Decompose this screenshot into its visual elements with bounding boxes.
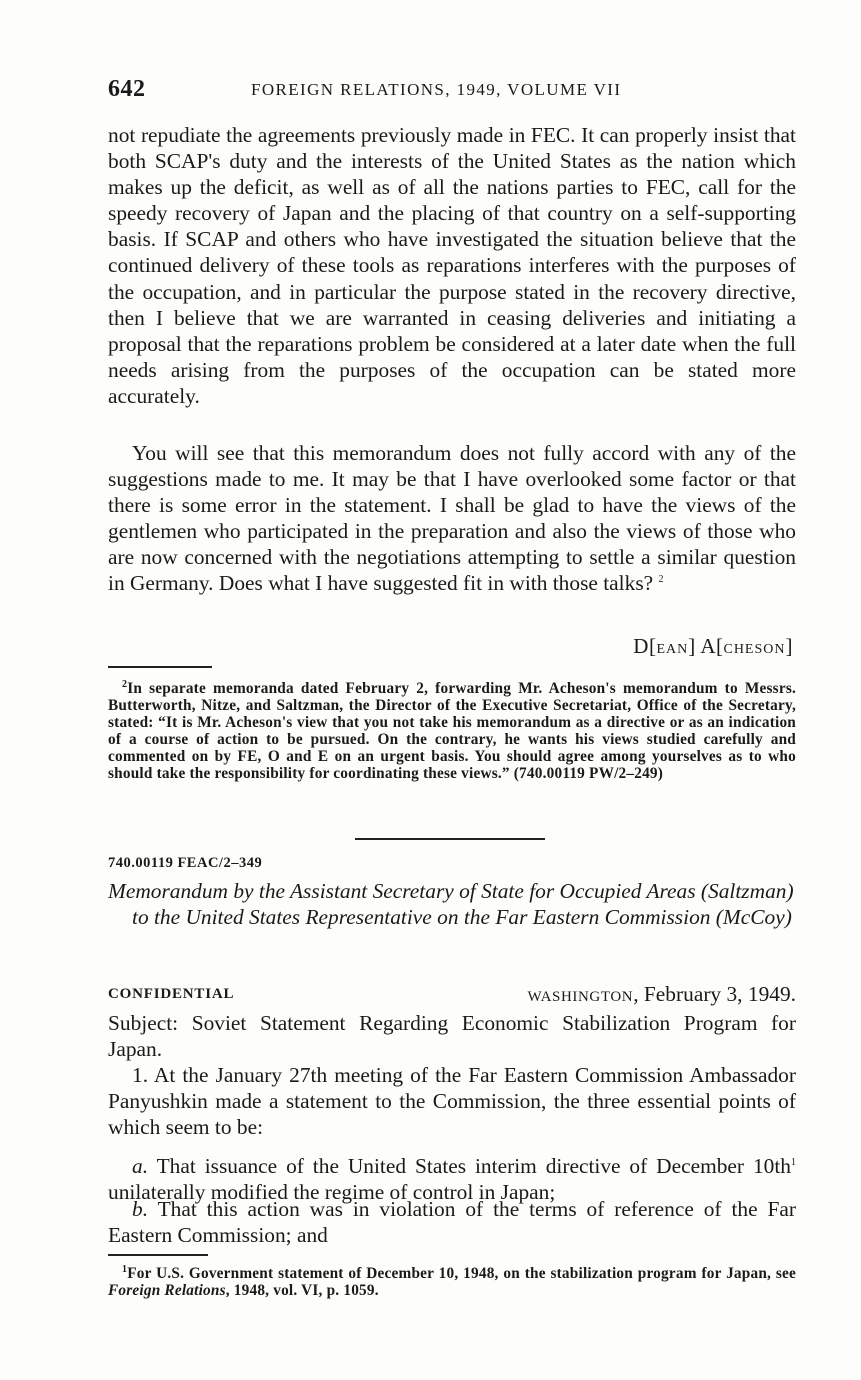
- classification: CONFIDENTIAL: [108, 986, 235, 1002]
- footnote-ref: 2: [658, 574, 664, 586]
- footnote-2: [108, 680, 796, 783]
- footnote-ref: 1: [791, 1156, 796, 1168]
- dateline: WASHINGTON, February 3, 1949.: [527, 982, 796, 1006]
- list-item-b: b. That this action was in violation of the terms of reference of the Far Eastern Commission; and: [108, 1197, 796, 1248]
- footnote-rule: [108, 666, 212, 668]
- footnote-1: $^1$For U.S. Government statement of December 10, 1948, on the stabilization program for Japan, see Foreign Relations, 1948, vol. VI, p. 1059.: [108, 1263, 796, 1300]
- subject-line: [108, 1010, 796, 1062]
- body-paragraph-1: [108, 122, 796, 409]
- footnote-rule: [108, 1254, 208, 1256]
- body-paragraph-2: [108, 440, 796, 597]
- running-head: FOREIGN RELATIONS, 1949, VOLUME VII: [251, 80, 622, 99]
- section-separator: [355, 838, 545, 840]
- classification-dateline: [108, 982, 796, 1010]
- list-item-a: a. That issuance of the United States interim directive of December $10th^1$ unilaterally modified the regime of control in Japan;: [108, 1154, 796, 1205]
- subject-label: Subject:: [108, 1011, 179, 1035]
- signature: D[EAN] A[CHESON]: [633, 634, 793, 658]
- footnote-marker: 2: [122, 678, 128, 690]
- footnote-text: In separate memoranda dated February 2, forwarding Mr. Acheson's memorandum to Messrs. Butterworth, Nitze, and Saltzman, the Director of the Executive Secretariat, Office of the Secretary, stated: “It is Mr. Acheson's view that you not take his memorandum as a directive or as an indication of a course of action to be pursued. On the contrary, he wants his views studied carefully and commented on by FE, O and E on an urgent basis. You should agree among yourselves as to who should take the responsibility for coordinating these views.” (740.00119 PW/2–249): [108, 680, 796, 783]
- file-code: 740.00119 FEAC/2–349: [108, 855, 263, 871]
- subject-text: Soviet Statement Regarding Economic Stabilization Program for Japan.: [108, 1011, 796, 1062]
- paragraph-text: not repudiate the agreements previously made in FEC. It can properly insist that both SCAP's duty and the interests of the United States as the nation which makes up the deficit, as well as of all the nations parties to FEC, call for the speedy recovery of Japan and the placing of that country on a self-supporting basis. If SCAP and others who have investigated the situation believe that the continued delivery of these tools as reparations interferes with the purposes of the occupation, and in particular the purpose stated in the recovery directive, then I believe that we are warranted in ceasing deliveries and initiating a proposal that the reparations problem be considered at a later date when the full needs arising from the purposes of the occupation can be stated more accurately.: [108, 123, 796, 408]
- paragraph-text: You will see that this memorandum does not fully accord with any of the suggestions made to me. It may be that I have overlooked some factor or that there is some error in the statement. I shall be glad to have the views of the gentlemen who participated in the preparation and also the views of those who are now concerned with the negotiations attempting to settle a similar question in Germany. Does what I have suggested fit in with those talks?: [108, 441, 796, 596]
- numbered-paragraph-1: 1. At the January 27th meeting of the Far Eastern Commission Ambassador Panyushkin made a statement to the Commission, the three essential points of which seem to be:: [108, 1063, 796, 1140]
- document-title: Memorandum by the Assistant Secretary of State for Occupied Areas (Saltzman) to the United States Representative on the Far Eastern Commission (McCoy): [108, 879, 794, 930]
- page-header: [108, 76, 798, 106]
- page-number: 642: [108, 76, 146, 102]
- footnote-marker: 1: [122, 1263, 128, 1275]
